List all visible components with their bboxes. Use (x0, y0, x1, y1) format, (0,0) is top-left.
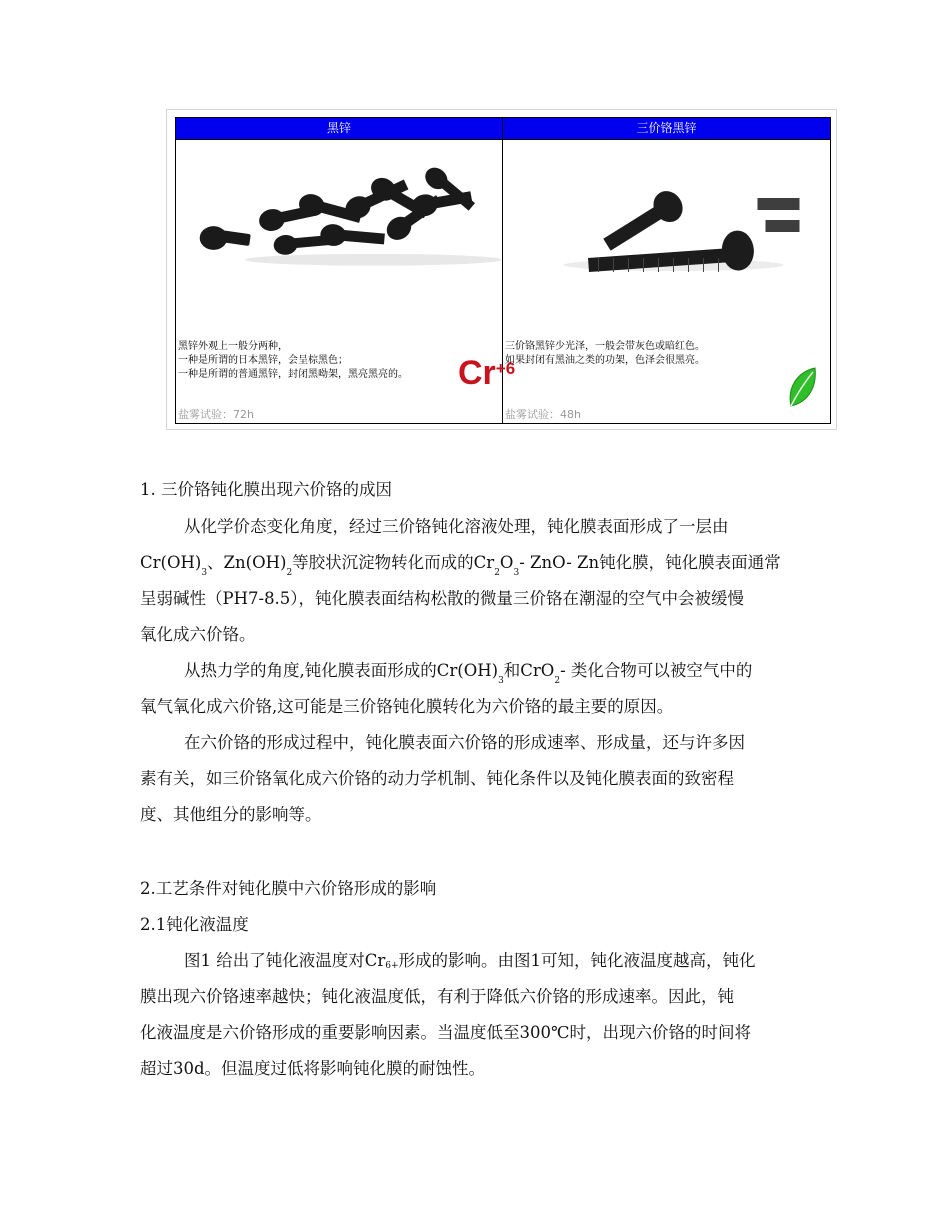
section-heading-1: 1. 三价铬钝化膜出现六价铬的成因 (140, 480, 392, 499)
text-run: O (499, 553, 514, 572)
cr6-badge-sup: +6 (495, 359, 516, 378)
trivalent-screws-photo (503, 140, 830, 340)
paragraph-line (184, 951, 756, 974)
black-zinc-caption-line: 一种是所谓的普通黑锌，封闭黑呦架，黑亮黑亮的。 (178, 369, 408, 380)
subscript: 2 (554, 676, 561, 686)
paragraph-line (184, 661, 752, 684)
black-zinc-caption-line: 一种是所谓的日本黑锌，会呈棕黑色； (178, 355, 348, 366)
black-zinc-salt-test: 盐雾试验：72h (178, 408, 254, 421)
paragraph-line: 超过30d。但温度过低将影响钝化膜的耐蚀性。 (140, 1059, 486, 1078)
comparison-panels (175, 117, 831, 424)
section-heading-2: 2.工艺条件对钝化膜中六价铬形成的影响 (140, 879, 437, 898)
superscript: 6+ (385, 961, 399, 971)
paragraph-line: 氧气氧化成六价铬,这可能是三价铬钝化膜转化为六价铬的最主要的原因。 (140, 697, 674, 716)
black-zinc-caption (178, 340, 408, 382)
subscript: 2 (286, 568, 293, 578)
text-run: 图1 给出了钝化液温度对Cr (184, 951, 386, 970)
product-comparison-figure (166, 109, 837, 430)
subscript: 3 (498, 676, 504, 686)
paragraph-line: 呈弱碱性（PH7-8.5），钝化膜表面结构松散的微量三价铬在潮湿的空气中会被缓慢 (140, 589, 745, 608)
paragraph-line: 从化学价态变化角度，经过三价铬钝化溶液处理，钝化膜表面形成了一层由 (184, 517, 729, 536)
trivalent-salt-test: 盐雾试验：48h (505, 408, 581, 421)
trivalent-black-zinc-caption (505, 340, 705, 368)
black-zinc-screws-photo (176, 140, 502, 340)
trivalent-caption-line: 三价铬黑锌少光泽，一般会带灰色或暗红色。 (505, 341, 705, 352)
subscript: 3 (201, 568, 208, 578)
subscript: 2 (494, 568, 500, 578)
subscript: 3 (513, 568, 520, 578)
text-run: - ZnO- Zn钝化膜，钝化膜表面通常 (519, 553, 781, 572)
paragraph-line: 度、其他组分的影响等。 (140, 805, 322, 824)
black-zinc-title: 黑锌 (176, 118, 502, 140)
paragraph-line: 化液温度是六价铬形成的重要影响因素。当温度低至300℃时，出现六价铬的时间将 (140, 1023, 751, 1042)
paragraph-line: 膜出现六价铬速率越快；钝化液温度低，有利于降低六价铬的形成速率。因此，钝 (140, 987, 734, 1006)
black-zinc-panel (176, 118, 516, 423)
trivalent-black-zinc-panel (503, 118, 830, 423)
section-heading-3: 2.1钝化液温度 (140, 915, 249, 934)
text-run: 从热力学的角度,钝化膜表面形成的Cr(OH) (184, 661, 499, 680)
text-run: 等胶状沉淀物转化而成的Cr (292, 553, 495, 572)
paragraph-line: 氧化成六价铬。 (140, 625, 256, 644)
text-run: 形成的影响。由图1可知，钝化液温度越高，钝化 (398, 951, 756, 970)
cr6-badge-text: Cr (458, 354, 496, 392)
text-run: 和CrO (503, 661, 555, 680)
text-run: Cr(OH) (140, 553, 202, 572)
paragraph-line: 在六价铬的形成过程中，钝化膜表面六价铬的形成速率、形成量，还与许多因 (184, 733, 745, 752)
paragraph-line: 素有关，如三价铬氧化成六价铬的动力学机制、钝化条件以及钝化膜表面的致密程 (140, 769, 734, 788)
text-run: - 类化合物可以被空气中的 (560, 661, 753, 680)
trivalent-black-zinc-title: 三价铬黑锌 (503, 118, 830, 140)
black-zinc-caption-line: 黑锌外观上一般分两种， (178, 341, 288, 352)
leaf-icon (785, 366, 819, 410)
trivalent-caption-line: 如果封闭有黑油之类的功架，色泽会很黑亮。 (505, 355, 705, 366)
paragraph-line (140, 553, 781, 576)
text-run: 、Zn(OH) (207, 553, 287, 572)
